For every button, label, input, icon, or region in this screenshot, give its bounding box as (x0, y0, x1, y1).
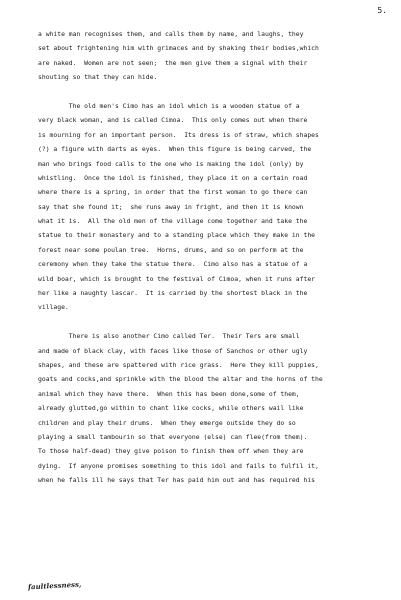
paragraph-3 (38, 329, 394, 487)
paragraph-2 (38, 99, 394, 315)
text-line: wild boar, which is brought to the festival of Cimoa, when it runs after (38, 274, 316, 283)
text-line: are naked. Women are not seen; the men give them a signal with their (38, 58, 308, 67)
text-line: and made of black clay, with faces like those of Sanchos or other ugly (38, 346, 308, 355)
text-line: a white man recognises them, and calls them by name, and laughs, they (38, 30, 304, 38)
text-line: statue to their monastery and to a standing place which they make in the (38, 231, 316, 240)
text-line: forest near some poulan tree. Horns, drums, and so on perform at the (38, 245, 304, 254)
text-line: dying. If anyone promises something to this idol and fails to fulfil it, (38, 461, 319, 470)
text-line: already glutted,go within to chant like cocks, while others wail like (38, 404, 304, 413)
paragraph-gap (38, 315, 394, 329)
text-line: when he falls ill he says that Ter has paid him out and has required his (38, 476, 316, 485)
text-line: animal which they have there. When this has been done,some of them, (38, 389, 300, 398)
text-line: whistling. Once the idol is finished, they place it on a certain road (38, 173, 308, 182)
page-number: 5. (377, 6, 387, 15)
handwritten-note: faultlessness, (27, 579, 82, 592)
text-line: what it is. All the old men of the village come together and take the (38, 217, 308, 226)
text-line: is mourning for an important person. Its dress is of straw, which shapes (38, 130, 319, 139)
paragraph-1 (38, 27, 394, 85)
text-line: There is also another Cimo called Ter. Their Ters are small (38, 332, 300, 341)
body-text (38, 27, 394, 488)
text-line: village. (38, 303, 69, 312)
text-line: very black woman, and is called Cimoa. This only comes out when there (38, 116, 308, 125)
paragraph-gap (38, 85, 394, 99)
text-line: children and play their drums. When they emerge outside they do so (38, 418, 296, 427)
text-line: To those half-dead) they give poison to finish them off when they are (38, 447, 304, 456)
text-line: shapes, and these are spattered with rice grass. Here they kill puppies, (38, 360, 319, 369)
text-line: shouting so that they can hide. (38, 73, 158, 82)
text-line: man who brings food calls to the one who is making the idol (only) by (38, 159, 304, 168)
text-line: ceremony when they take the statue there. Cimo also has a statue of a (38, 260, 308, 269)
text-line: her like a naughty lascar. It is carried by the shortest black in the (38, 289, 308, 298)
text-line: say that she found it; she runs away in fright, and then it is known (38, 202, 304, 211)
text-line: playing a small tambourin so that everyone (else) can flee(from them). (38, 432, 308, 441)
text-line: (?) a figure with darts as eyes. When this figure is being carved, the (38, 145, 312, 154)
text-line: The old men's Cimo has an idol which is a wooden statue of a (38, 101, 300, 110)
text-line: goats and cocks,and sprinkle with the blood the altar and the horns of the (38, 375, 323, 384)
text-line: where there is a spring, in order that the first woman to go there can (38, 188, 308, 197)
text-line: set about frightening him with grimaces and by shaking their bodies,which (38, 44, 319, 53)
